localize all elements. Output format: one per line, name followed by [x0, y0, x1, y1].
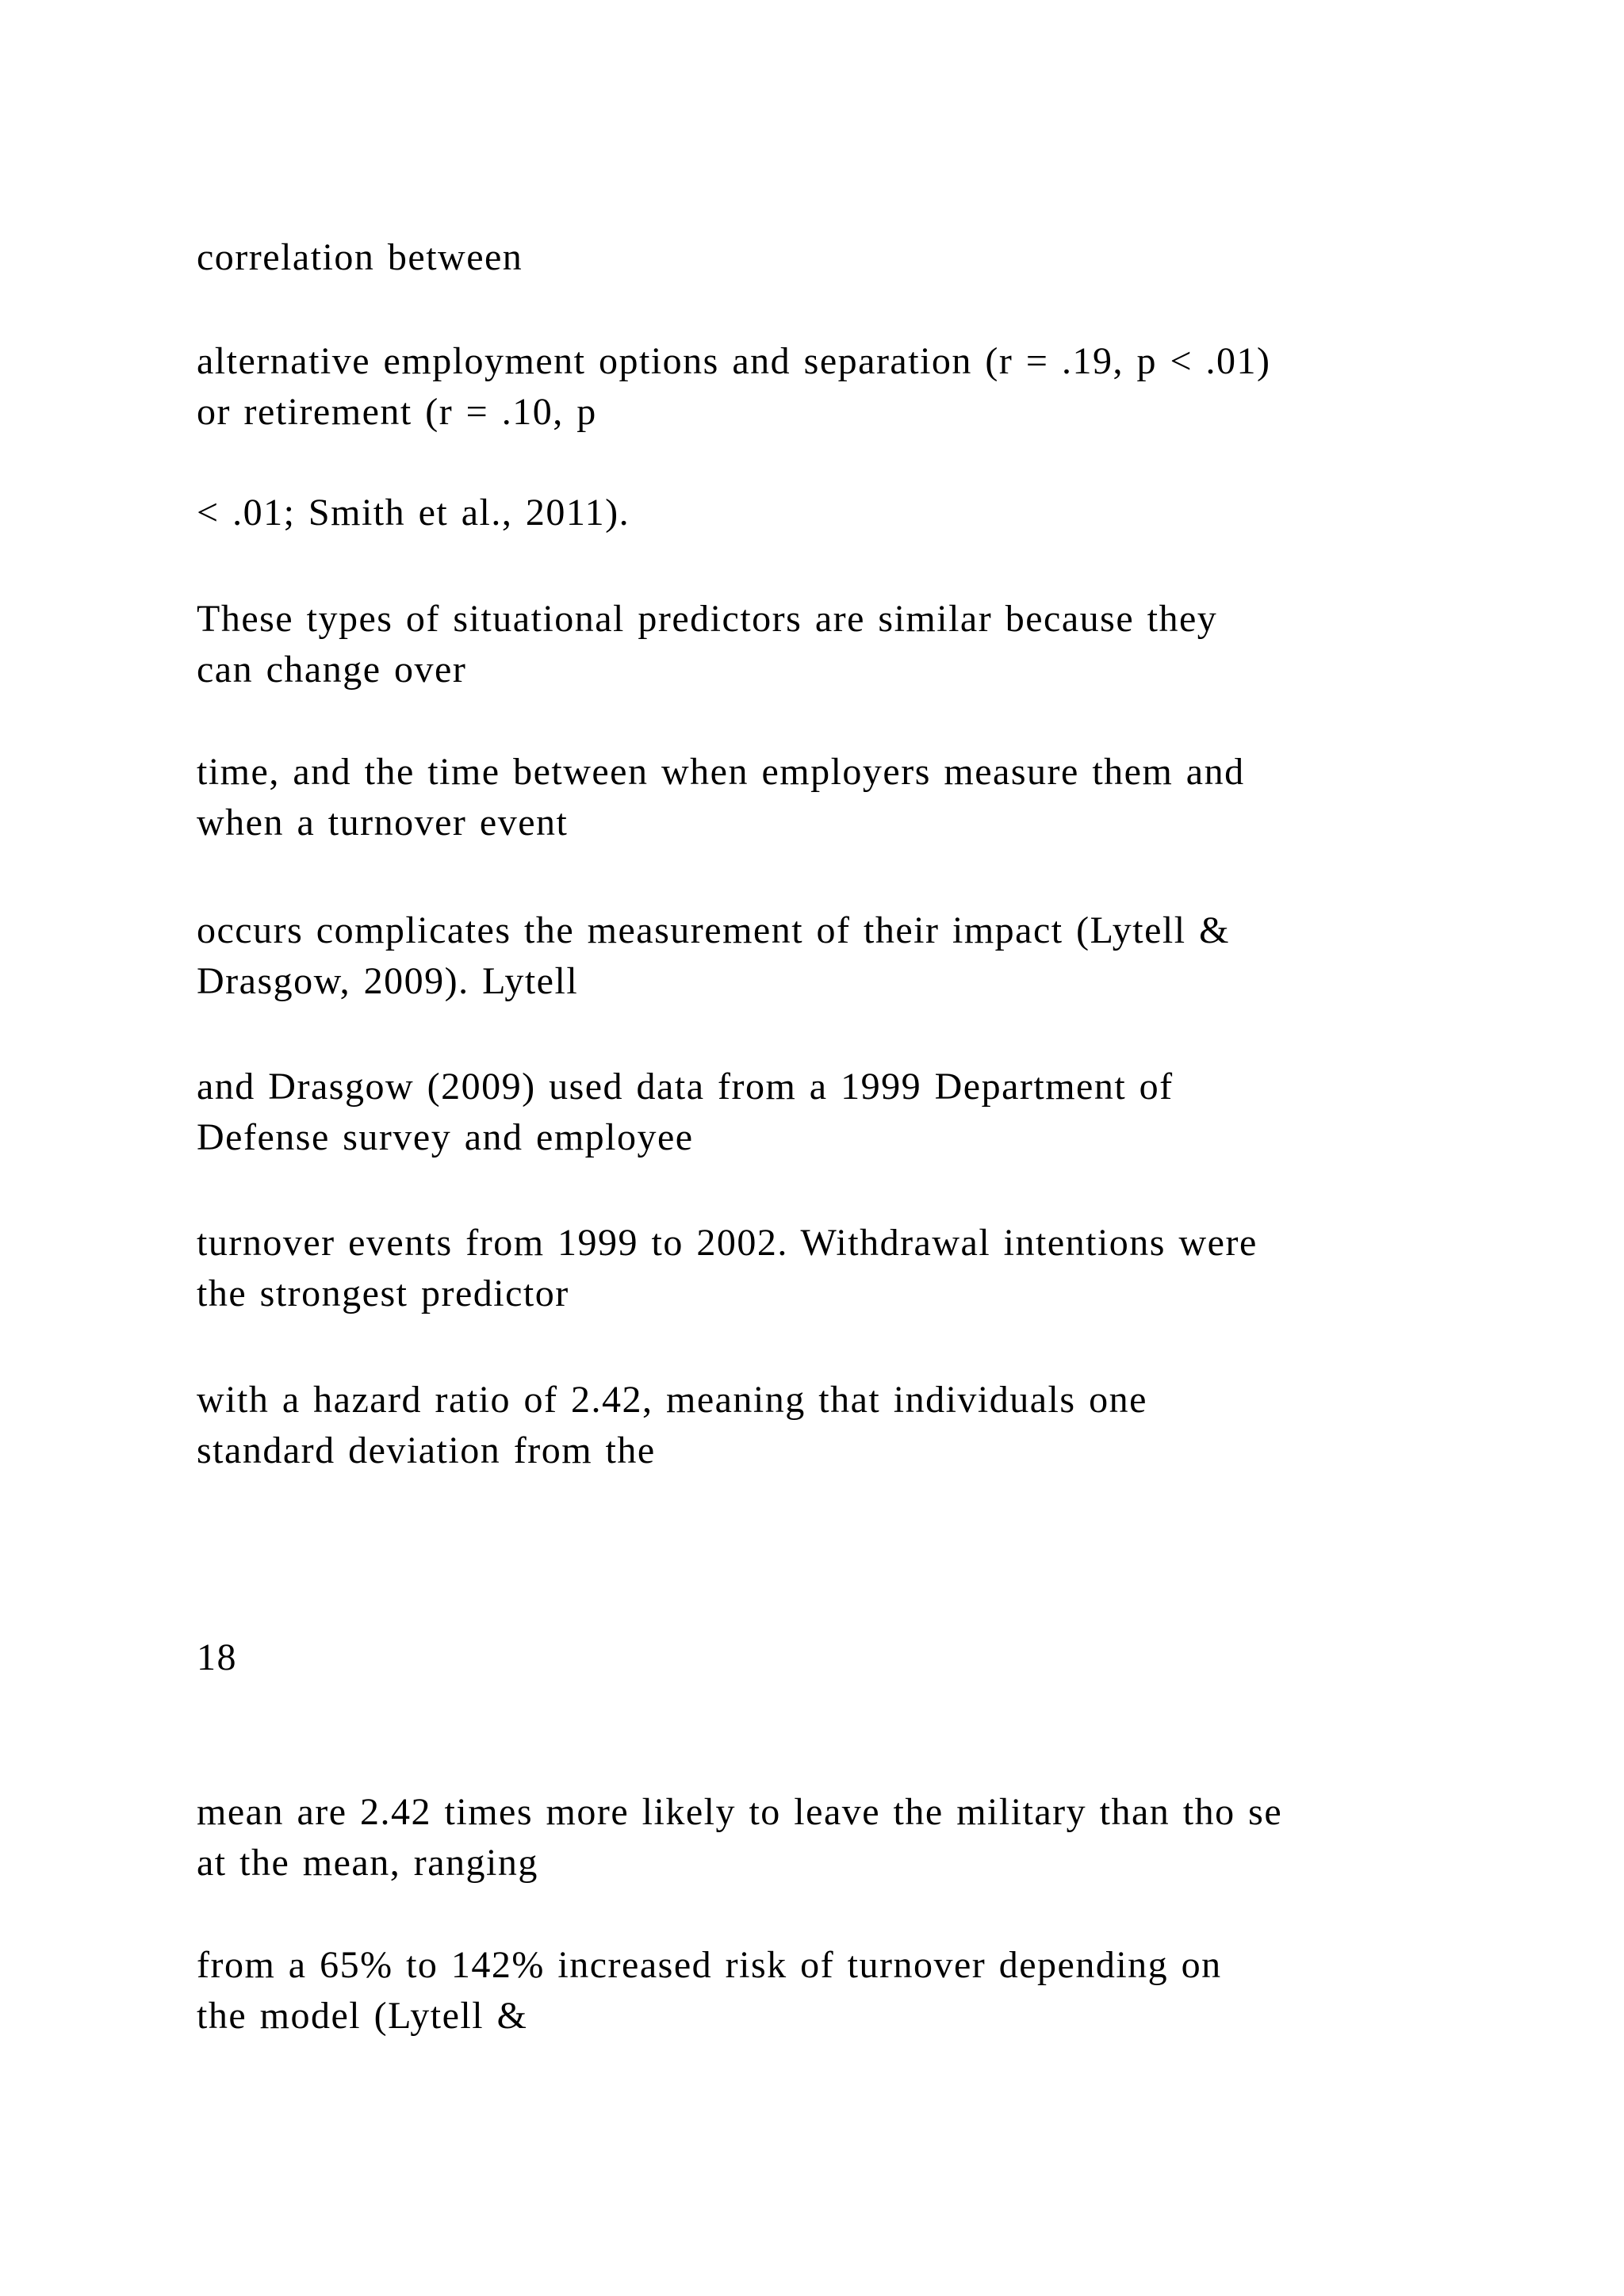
text-line: alternative employment options and separation (r = .19, p < .01)	[197, 340, 1271, 382]
paragraph-alternative-employment	[197, 336, 1497, 437]
text-line: These types of situational predictors are similar because they	[197, 598, 1218, 640]
page-number	[197, 1632, 1497, 1683]
text-line: correlation between	[197, 236, 523, 278]
text-line: can change over	[197, 648, 467, 691]
paragraph-occurs-complicates	[197, 905, 1497, 1006]
paragraph-turnover-events	[197, 1218, 1497, 1318]
text-line: at the mean, ranging	[197, 1841, 538, 1884]
text-line: standard deviation from the	[197, 1429, 656, 1471]
paragraph-time-between	[197, 747, 1497, 848]
paragraph-mean-likely	[197, 1787, 1497, 1888]
paragraph-smith-citation	[197, 488, 1497, 538]
text-line: the model (Lytell &	[197, 1994, 528, 2037]
text-line: turnover events from 1999 to 2002. Withdrawal intentions were	[197, 1222, 1258, 1264]
text-line: occurs complicates the measurement of their impact (Lytell &	[197, 909, 1230, 951]
paragraph-hazard-ratio	[197, 1375, 1497, 1475]
text-line: Drasgow, 2009). Lytell	[197, 959, 579, 1002]
text-line: or retirement (r = .10, p	[197, 390, 597, 433]
text-line: mean are 2.42 times more likely to leave the military than tho se	[197, 1791, 1283, 1833]
paragraph-drasgow-data	[197, 1062, 1497, 1162]
text-line: and Drasgow (2009) used data from a 1999 Department of	[197, 1066, 1174, 1108]
page-number-text: 18	[197, 1636, 237, 1678]
text-line: Defense survey and employee	[197, 1115, 694, 1158]
paragraph-these-types	[197, 594, 1497, 695]
paragraph-correlation-between	[197, 232, 1497, 283]
text-line: time, and the time between when employers measure them and	[197, 751, 1245, 793]
text-line: the strongest predictor	[197, 1272, 569, 1314]
paragraph-increased-risk	[197, 1940, 1497, 2041]
text-line: < .01; Smith et al., 2011).	[197, 492, 630, 534]
text-line: when a turnover event	[197, 801, 569, 844]
text-line: with a hazard ratio of 2.42, meaning that individuals one	[197, 1379, 1147, 1421]
text-line: from a 65% to 142% increased risk of turnover depending on	[197, 1944, 1222, 1986]
